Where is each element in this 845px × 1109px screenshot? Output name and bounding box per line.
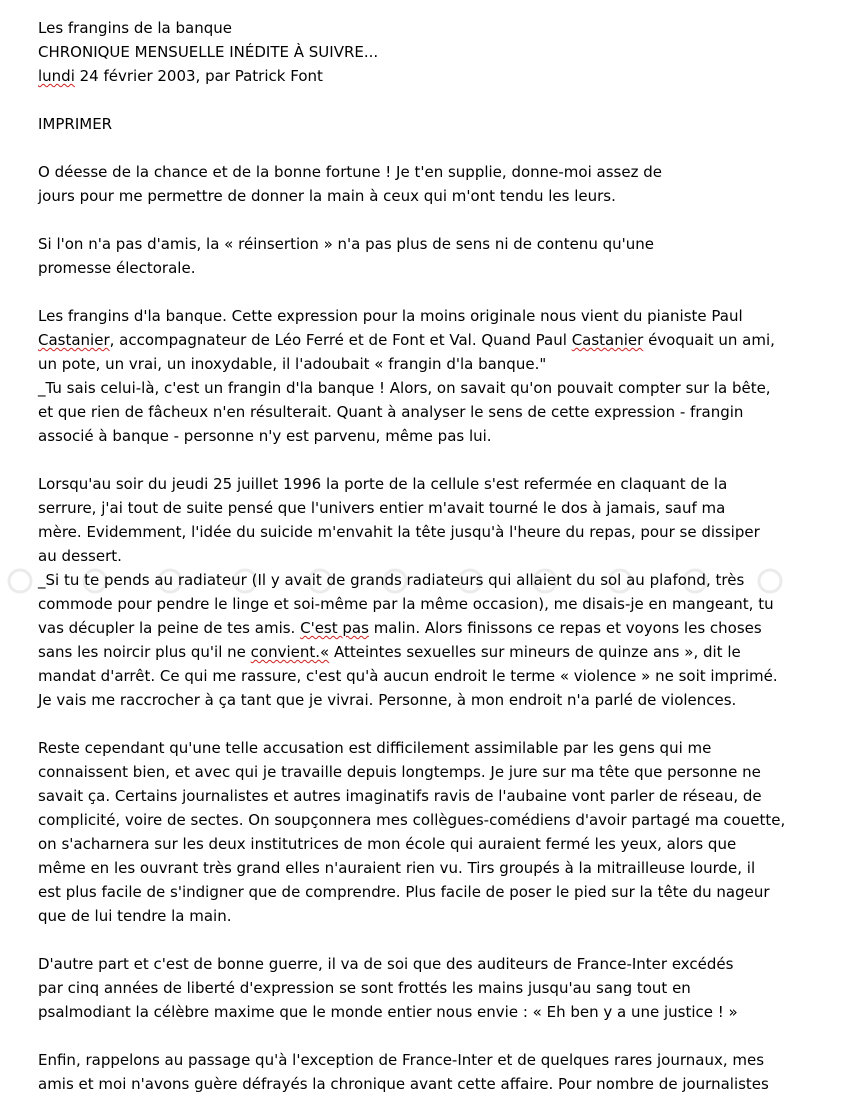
paragraph-line: connaissent bien, et avec qui je travaille depuis longtemps. Je jure sur ma tête que personne ne [38,763,761,781]
paragraph-line: amis et moi n'avons guère défrayés la chronique avant cette affaire. Pour nombre de journalistes [38,1075,769,1093]
paragraph-line: Je vais me raccrocher à ça tant que je vivrai. Personne, à mon endroit n'a parlé de violences. [38,691,737,709]
document-body [38,16,828,1096]
paragraph-line: commode pour pendre le linge et soi-même par la même occasion), me disais-je en mangeant, tu [38,595,774,613]
byline-date-word: lundi [38,67,75,85]
paragraph-line: complicité, voire de sectes. On soupçonnera mes collègues-comédiens d'avoir partagé ma couette, [38,811,786,829]
paragraph-line [38,616,828,640]
text-run: évoquait un ami, [643,331,775,349]
text-run: malin. Alors finissons ce repas et voyons les choses [368,619,762,637]
text-run: vas décupler la peine de tes amis. [38,619,301,637]
paragraph-line: mandat d'arrêt. Ce qui me rassure, c'est qu'à aucun endroit le terme « violence » ne soit imprimé. [38,667,778,685]
paragraph-line [38,328,828,352]
misspelled-word: C'est pas [300,619,369,637]
paragraph-1 [38,160,828,208]
paragraph-line: _Tu sais celui-là, c'est un frangin d'la banque ! Alors, on savait qu'on pouvait compter sur la bête, [38,379,771,397]
paragraph-3 [38,304,828,448]
article-subtitle: CHRONIQUE MENSUELLE INÉDITE À SUIVRE... [38,43,379,61]
paragraph-line: Reste cependant qu'une telle accusation est difficilement assimilable par les gens qui me [38,739,712,757]
paragraph-line: promesse électorale. [38,259,196,277]
paragraph-line: que de lui tendre la main. [38,907,232,925]
paragraph-line: un pote, un vrai, un inoxydable, il l'adoubait « frangin d'la banque." [38,355,547,373]
paragraph-line: jours pour me permettre de donner la main à ceux qui m'ont tendu les leurs. [38,187,616,205]
paragraph-line: D'autre part et c'est de bonne guerre, il va de soi que des auditeurs de France-Inter excédés [38,955,734,973]
byline-rest: 24 février 2003, par Patrick Font [74,67,323,85]
paragraph-line: savait ça. Certains journalistes et autres imaginatifs ravis de l'aubaine vont parler de réseau, de [38,787,762,805]
paragraph-5 [38,736,828,928]
paragraph-line: Si l'on n'a pas d'amis, la « réinsertion » n'a pas plus de sens ni de contenu qu'une [38,235,655,253]
paragraph-4 [38,472,828,712]
paragraph-line: au dessert. [38,547,122,565]
paragraph-line: Les frangins d'la banque. Cette expression pour la moins originale nous vient du pianiste Paul [38,307,743,325]
text-run: Atteintes sexuelles sur mineurs de quinze ans », dit le [329,643,741,661]
paragraph-line: est plus facile de s'indigner que de comprendre. Plus facile de poser le pied sur la tête du nageur [38,883,770,901]
article-byline [38,64,828,88]
paragraph-line: psalmodiant la célèbre maxime que le monde entier nous envie : « Eh ben y a une justice ! » [38,1003,738,1021]
misspelled-word: Castanier [38,331,110,349]
misspelled-word: convient.« [250,643,330,661]
paragraph-line: mère. Evidemment, l'idée du suicide m'envahit la tête jusqu'à l'heure du repas, pour se dissiper [38,523,760,541]
paragraph-line: serrure, j'ai tout de suite pensé que l'univers entier m'avait tourné le dos à jamais, sauf ma [38,499,726,517]
print-link[interactable]: IMPRIMER [38,115,113,133]
paragraph-7 [38,1048,828,1096]
paragraph-line: Lorsqu'au soir du jeudi 25 juillet 1996 la porte de la cellule s'est refermée en claquant de la [38,475,728,493]
text-run: , accompagnateur de Léo Ferré et de Font et Val. Quand Paul [109,331,572,349]
paragraph-line: _Si tu te pends au radiateur (Il y avait de grands radiateurs qui allaient du sol au plafond, très [38,571,745,589]
article-title: Les frangins de la banque [38,19,232,37]
paragraph-line [38,640,828,664]
paragraph-line: et que rien de fâcheux n'en résulterait. Quant à analyser le sens de cette expression - frangin [38,403,744,421]
paragraph-line: par cinq années de liberté d'expression se sont frottés les mains jusqu'au sang tout en [38,979,691,997]
misspelled-word: Castanier [571,331,644,349]
paragraph-2 [38,232,828,280]
paragraph-line: Enfin, rappelons au passage qu'à l'exception de France-Inter et de quelques rares journaux, mes [38,1051,765,1069]
text-run: sans les noircir plus qu'il ne [38,643,251,661]
paragraph-6 [38,952,828,1024]
paragraph-line: associé à banque - personne n'y est parvenu, même pas lui. [38,427,492,445]
paragraph-line: on s'acharnera sur les deux institutrices de mon école qui auraient fermé les yeux, alors que [38,835,737,853]
paragraph-line: O déesse de la chance et de la bonne fortune ! Je t'en supplie, donne-moi assez de [38,163,662,181]
paragraph-line: même en les ouvrant très grand elles n'auraient rien vu. Tirs groupés à la mitrailleuse lourde, il [38,859,756,877]
